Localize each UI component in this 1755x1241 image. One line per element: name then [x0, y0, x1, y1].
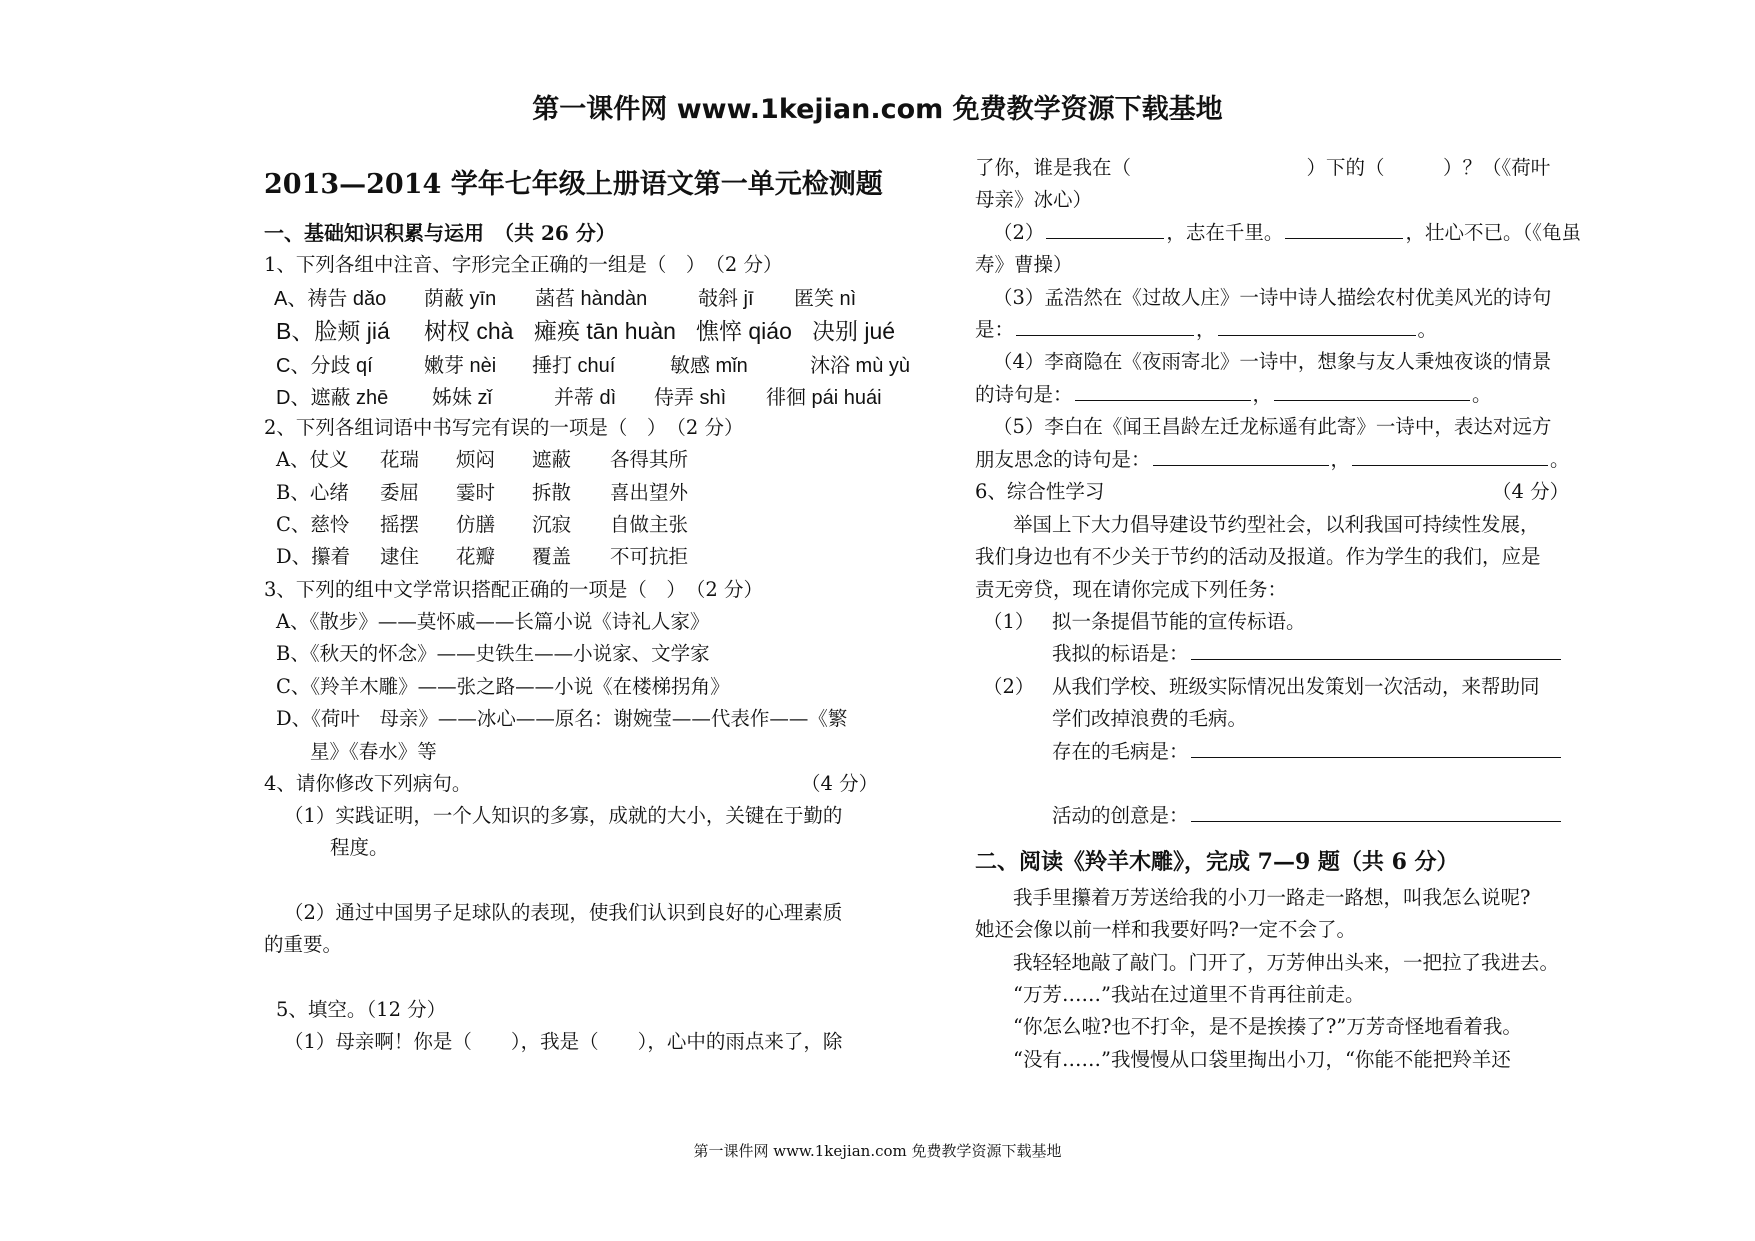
question-6: 6、综合性学习	[975, 480, 1105, 503]
q6-paragraph-line-3: 责无旁贷，现在请你完成下列任务：	[975, 578, 1288, 601]
answer-blank[interactable]	[1016, 317, 1194, 336]
q6-task-1-answer: 我拟的标语是：	[1052, 638, 1563, 666]
q5-item-3-blanks: 是： ， 。	[975, 318, 1438, 341]
page-footer: 第一课件网 www.1kejian.com 免费教学资源下载基地	[693, 1142, 1062, 1160]
q5-item-1-source: 母亲》冰心）	[975, 188, 1093, 211]
reading-line-4: “万芳……”我站在过道里不肯再往前走。	[1013, 983, 1365, 1006]
q5-item-5-blanks: 朋友思念的诗句是： ， 。	[975, 448, 1570, 471]
q3-option-d: D、《荷叶 母亲》——冰心——原名：谢婉莹——代表作——《繁	[276, 707, 848, 730]
problem-answer-blank[interactable]	[1191, 739, 1561, 758]
q4-item-1: （1）实践证明，一个人知识的多寡，成就的大小，关键在于勤的	[284, 804, 843, 827]
question-3: 3、下列的组中文学常识搭配正确的一项是（ ） （2 分）	[264, 578, 764, 601]
slogan-answer-blank[interactable]	[1191, 641, 1561, 660]
answer-blank[interactable]	[1153, 447, 1329, 466]
q6-task-2-cont: 学们改掉浪费的毛病。	[1052, 707, 1248, 730]
answer-blank[interactable]	[1285, 220, 1403, 239]
reading-line-3: 我轻轻地敲了敲门。门开了，万芳伸出头来，一把拉了我进去。	[1013, 951, 1560, 974]
question-5: 5、填空。（12 分）	[276, 998, 447, 1021]
q4-item-2: （2）通过中国男子足球队的表现，使我们认识到良好的心理素质	[284, 901, 843, 924]
question-2: 2、下列各组词语中书写完有误的一项是（ ） （2 分）	[264, 416, 744, 439]
q6-task-2-answer-2: 活动的创意是：	[1052, 800, 1563, 828]
q5-item-3: （3）孟浩然在《过故人庄》一诗中诗人描绘农村优美风光的诗句	[993, 286, 1552, 309]
q6-task-1-number: （1）	[983, 610, 1035, 633]
q6-task-2-number: （2）	[983, 675, 1035, 698]
idea-answer-blank[interactable]	[1191, 803, 1561, 822]
q5-item-4-blanks: 的诗句是： ， 。	[975, 383, 1492, 406]
q5-item-5: （5）李白在《闻王昌龄左迁龙标遥有此寄》一诗中，表达对远方	[993, 415, 1552, 438]
q4-item-2-cont: 的重要。	[264, 933, 343, 956]
q3-option-d-cont: 星》《春水》等	[310, 740, 437, 763]
q3-option-c: C、《羚羊木雕》——张之路——小说《在楼梯拐角》	[276, 675, 730, 698]
section-1-heading: 一、基础知识积累与运用 （共 26 分）	[264, 221, 616, 245]
q5-item-4: （4）李商隐在《夜雨寄北》一诗中，想象与友人秉烛夜谈的情景	[993, 350, 1552, 373]
q5-item-1: （1）母亲啊！你是（ ），我是（ ），心中的雨点来了，除	[284, 1030, 843, 1053]
q3-option-a: A、《散步》——莫怀戚——长篇小说《诗礼人家》	[276, 610, 710, 633]
question-4-score: （4 分）	[801, 772, 879, 795]
answer-blank[interactable]	[1352, 447, 1548, 466]
question-1: 1、下列各组中注音、字形完全正确的一组是（ ） （2 分）	[264, 253, 783, 276]
answer-blank[interactable]	[1046, 220, 1164, 239]
q5-item-2: （2） ，志在千里。 ，壮心不已。（《龟虽	[993, 221, 1581, 244]
q3-option-b: B、《秋天的怀念》——史铁生——小说家、文学家	[276, 642, 710, 665]
q5-item-2-source: 寿》曹操）	[975, 253, 1073, 276]
q6-task-2-answer-1: 存在的毛病是：	[1052, 736, 1563, 764]
reading-line-6: “没有……”我慢慢从口袋里掏出小刀，“你能不能把羚羊还	[1013, 1048, 1511, 1071]
q5-item-1-cont: 了你，谁是我在（ ）下的（ ）？（《荷叶	[975, 156, 1551, 179]
section-2-heading: 二、阅读《羚羊木雕》，完成 7—9 题（共 6 分）	[975, 849, 1459, 875]
reading-line-2: 她还会像以前一样和我要好吗?一定不会了。	[975, 918, 1356, 941]
q6-task-1: 拟一条提倡节能的宣传标语。	[1052, 610, 1306, 633]
answer-blank[interactable]	[1218, 317, 1416, 336]
q6-paragraph-line-1: 举国上下大力倡导建设节约型社会，以利我国可持续性发展，	[1013, 513, 1540, 536]
page-header: 第一课件网 www.1kejian.com 免费教学资源下载基地	[532, 94, 1223, 125]
q4-item-1-cont: 程度。	[330, 836, 389, 859]
q6-task-2: 从我们学校、班级实际情况出发策划一次活动，来帮助同	[1052, 675, 1540, 698]
question-4: 4、请你修改下列病句。	[264, 772, 472, 795]
answer-blank[interactable]	[1075, 382, 1251, 401]
answer-blank[interactable]	[1274, 382, 1470, 401]
question-6-score: （4 分）	[1492, 480, 1570, 503]
reading-line-1: 我手里攥着万芳送给我的小刀一路走一路想，叫我怎么说呢?	[1013, 886, 1531, 909]
q6-paragraph-line-2: 我们身边也有不少关于节约的活动及报道。作为学生的我们，应是	[975, 545, 1541, 568]
exam-title: 2013—2014 学年七年级上册语文第一单元检测题	[264, 169, 883, 200]
reading-line-5: “你怎么啦?也不打伞，是不是挨揍了?”万芳奇怪地看着我。	[1013, 1015, 1522, 1038]
